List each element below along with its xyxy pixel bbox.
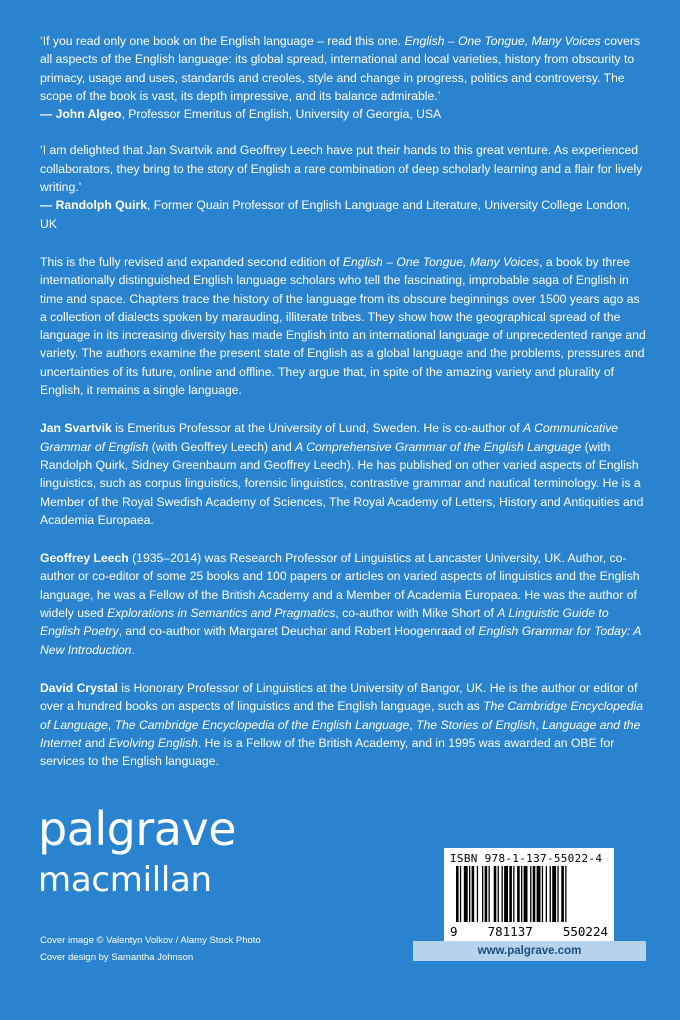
author-bio-crystal: David Crystal is Honorary Professor of Linguistics at the University of Bangor, UK. He is the author or editor of over a hundred books on aspects of linguistics and the English language, such as The Cambridge Encyclopedia of Language, The Cambridge Encyclopedia of the English Language, The Stories of English, Language and the Internet and Evolving English. He is a Fellow of the British Academy, and in 1995 was awarded an OBE for services to the English language.: [40, 680, 643, 769]
quote-attribution: — John Algeo, Professor Emeritus of English, University of Georgia, USA: [40, 107, 442, 122]
design-credit: Cover design by Samantha Johnson: [40, 952, 194, 963]
book-description: This is the fully revised and expanded second edition of English – One Tongue, Many Voices, a book by three internationally distinguished English language scholars who tell the fascinating, improbable saga of English in time and space. Chapters trace the history of the language from its obscure beginnings over 1500 years ago as a collection of dialects spoken by marauding, illiterate tribes. They show how the geographical spread of the language in its increasing diversity has made English into an international language of unprecedented range and variety. The authors examine the present state of English as a global language and the problems, pressures and uncertainties of its future, online and offline. They argue that, in spite of the amazing variety and plurality of English, it remains a single language.: [40, 254, 646, 398]
author-bio-leech: Geoffrey Leech (1935–2014) was Research Professor of Linguistics at Lancaster University, UK. Author, co-author or co-editor of some 25 books and 100 papers or articles on varied aspects of linguistics and the English language, he was a Fellow of the British Academy and a Member of Academia Europaea. He was the author of widely used Explorations in Semantics and Pragmatics, co-author with Mike Short of A Linguistic Guide to English Poetry, and co-author with Margaret Deuchar and Robert Hoogenraad of English Grammar for Today: A New Introduction.: [40, 551, 641, 657]
image-credit: Cover image © Valentyn Volkov / Alamy Stock Photo: [40, 935, 261, 946]
barcode-digit-group: 9: [450, 924, 458, 939]
author-bio-svartvik: Jan Svartvik is Emeritus Professor at the University of Lund, Sweden. He is co-author of A Communicative Grammar of English (with Geoffrey Leech) and A Comprehensive Grammar of the English Language (with Randolph Quirk, Sidney Greenbaum and Geoffrey Leech). He has published on other varied aspects of English linguistics, such as corpus linguistics, forensic linguistics, contrastive grammar and nautical terminology. He is a Member of the Royal Swedish Academy of Sciences, The Royal Academy of Letters, History and Antiquities and Academia Europaea.: [40, 421, 644, 527]
cover-credits: [40, 932, 261, 966]
isbn-label: ISBN 978-1-137-55022-4: [450, 852, 603, 865]
barcode-bars-icon: [456, 866, 606, 924]
review-quote-algeo: [40, 32, 646, 123]
quote-attribution: — Randolph Quirk, Former Quain Professor of English Language and Literature, University College London, UK: [40, 198, 631, 231]
publisher-url[interactable]: www.palgrave.com: [413, 941, 646, 961]
quote-text: ‘If you read only one book on the English language – read this one. English – One Tongue, Many Voices covers all aspects of the English language: its global spread, international and local varieties, history from obscurity to primacy, usage and uses, standards and creoles, style and change in progress, politics and controversy. The scope of the book is vast, its depth impressive, and its balance admirable.’: [40, 34, 641, 103]
back-cover-text: [40, 32, 646, 790]
barcode-digits: [450, 924, 608, 939]
quote-text: ‘I am delighted that Jan Svartvik and Geoffrey Leech have put their hands to this great venture. As experienced collaborators, they bring to the story of English a rare combination of deep scholarly learning and a flair for lively writing.’: [40, 143, 643, 195]
isbn-barcode: [444, 848, 614, 944]
barcode-digit-group: 781137: [487, 924, 533, 939]
publisher-logo: [38, 802, 236, 900]
barcode-digit-group: 550224: [562, 924, 608, 939]
logo-line-macmillan: macmillan: [38, 860, 212, 900]
logo-line-palgrave: palgrave: [38, 802, 236, 856]
review-quote-quirk: [40, 141, 646, 232]
